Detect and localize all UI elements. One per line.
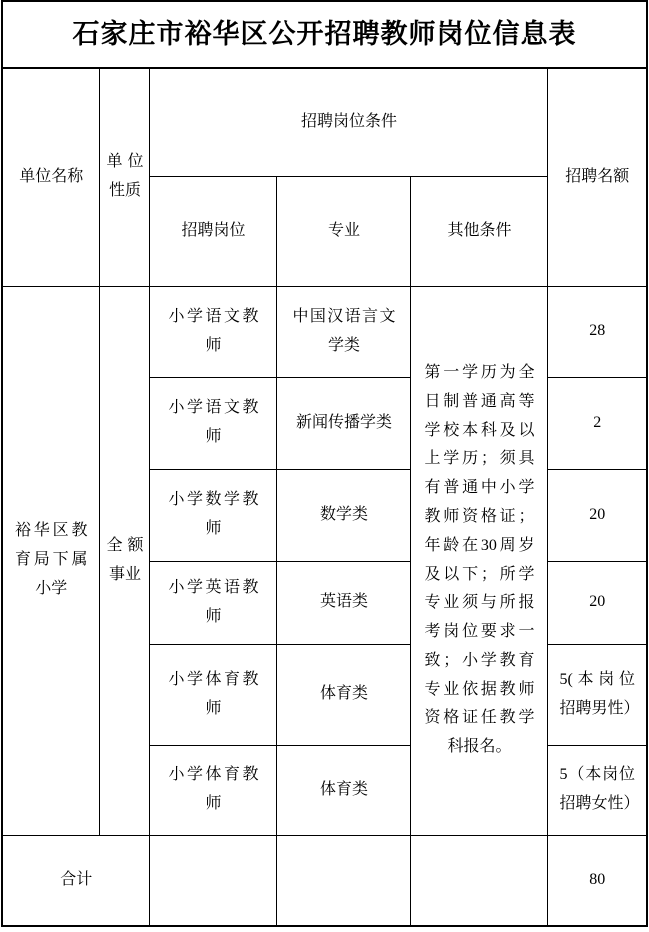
cell-major: 体育类 (277, 644, 411, 745)
header-unit-name: 单位名称 (2, 68, 100, 286)
cell-quota: 5（本岗位招聘女性） (548, 745, 647, 835)
cell-quota: 20 (548, 561, 647, 644)
cell-position: 小学体育教师 (150, 644, 277, 745)
header-position: 招聘岗位 (150, 176, 277, 286)
cell-position: 小学体育教师 (150, 745, 277, 835)
cell-major: 新闻传播学类 (277, 377, 411, 469)
cell-position: 小学数学教师 (150, 469, 277, 561)
total-row (2, 835, 647, 926)
total-quota-cell: 80 (548, 835, 647, 926)
total-empty-cell (411, 835, 548, 926)
cell-quota: 5(本岗位招聘男性） (548, 644, 647, 745)
header-major: 专业 (277, 176, 411, 286)
header-conditions-group: 招聘岗位条件 (150, 68, 548, 176)
cell-quota: 2 (548, 377, 647, 469)
cell-quota: 28 (548, 286, 647, 377)
header-quota: 招聘名额 (548, 68, 647, 286)
cell-major: 英语类 (277, 561, 411, 644)
cell-other-conditions: 第一学历为全日制普通高等学校本科及以上学历；须具有普通中小学教师资格证；年龄在30周岁及以下；所学专业须与所报考岗位要求一致；小学教育专业依据教师资格证任教学科报名。 (411, 286, 548, 835)
cell-unit-name: 裕华区教育局下属小学 (2, 286, 100, 835)
total-empty-cell (150, 835, 277, 926)
table-row (2, 286, 647, 377)
cell-quota: 20 (548, 469, 647, 561)
cell-position: 小学英语教师 (150, 561, 277, 644)
header-unit-nature: 单位性质 (100, 68, 150, 286)
recruitment-info-table (1, 0, 648, 927)
total-label-cell: 合计 (2, 835, 150, 926)
page-title: 石家庄市裕华区公开招聘教师岗位信息表 (2, 1, 647, 68)
total-empty-cell (277, 835, 411, 926)
header-other-conditions: 其他条件 (411, 176, 548, 286)
cell-unit-nature: 全额事业 (100, 286, 150, 835)
cell-major: 体育类 (277, 745, 411, 835)
cell-position: 小学语文教师 (150, 377, 277, 469)
cell-position: 小学语文教师 (150, 286, 277, 377)
cell-major: 中国汉语言文学类 (277, 286, 411, 377)
cell-major: 数学类 (277, 469, 411, 561)
